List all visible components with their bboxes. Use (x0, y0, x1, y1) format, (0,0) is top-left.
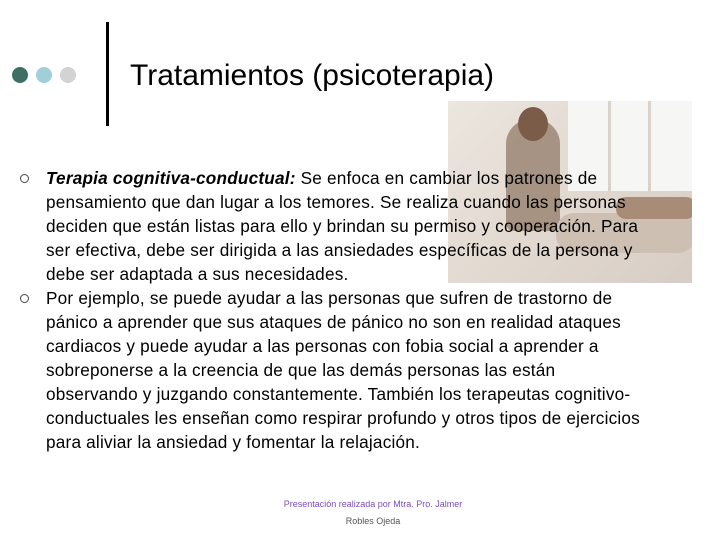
bullet-circle-icon (20, 174, 29, 183)
slide-content (20, 166, 640, 454)
dot-light-blue (36, 67, 52, 83)
bullet-text: Se enfoca en cambiar los patrones de pensamiento que dan lugar a los temores. Se realiza cuando las personas deciden que están listas para ello y brindan su permiso y cooperación. Para ser efectiva, debe ser dirigida a las ansiedades específicas de la persona y debe ser adaptada a sus necesidades. (46, 168, 639, 284)
bullet-lead: Terapia cognitiva-conductual: (46, 168, 296, 188)
slide-footer (270, 496, 476, 530)
footer-line-1: Presentación realizada por Mtra. Pro. Jalmer (283, 499, 463, 509)
bullet-item (20, 286, 640, 454)
dot-grey (60, 67, 76, 83)
footer-line-2: Robles Ojeda (345, 516, 401, 526)
photo-therapist-head (518, 107, 548, 141)
decorative-dots (12, 67, 76, 83)
title-divider (106, 22, 109, 126)
bullet-item (20, 166, 640, 286)
bullet-text: Por ejemplo, se puede ayudar a las personas que sufren de trastorno de pánico a aprender que sus ataques de pánico no son en realidad ataques cardiacos y puede ayudar a las personas con fobia social a aprender a sobreponerse a la creencia de que las demás personas las están observando y juzgando constantemente. También los terapeutas cognitivo-conductuales les enseñan como respirar profundo y otros tipos de ejercicios para aliviar la ansiedad y fomentar la relajación. (46, 288, 640, 452)
bullet-circle-icon (20, 294, 29, 303)
dot-dark (12, 67, 28, 83)
slide-title: Tratamientos (psicoterapia) (130, 59, 495, 92)
